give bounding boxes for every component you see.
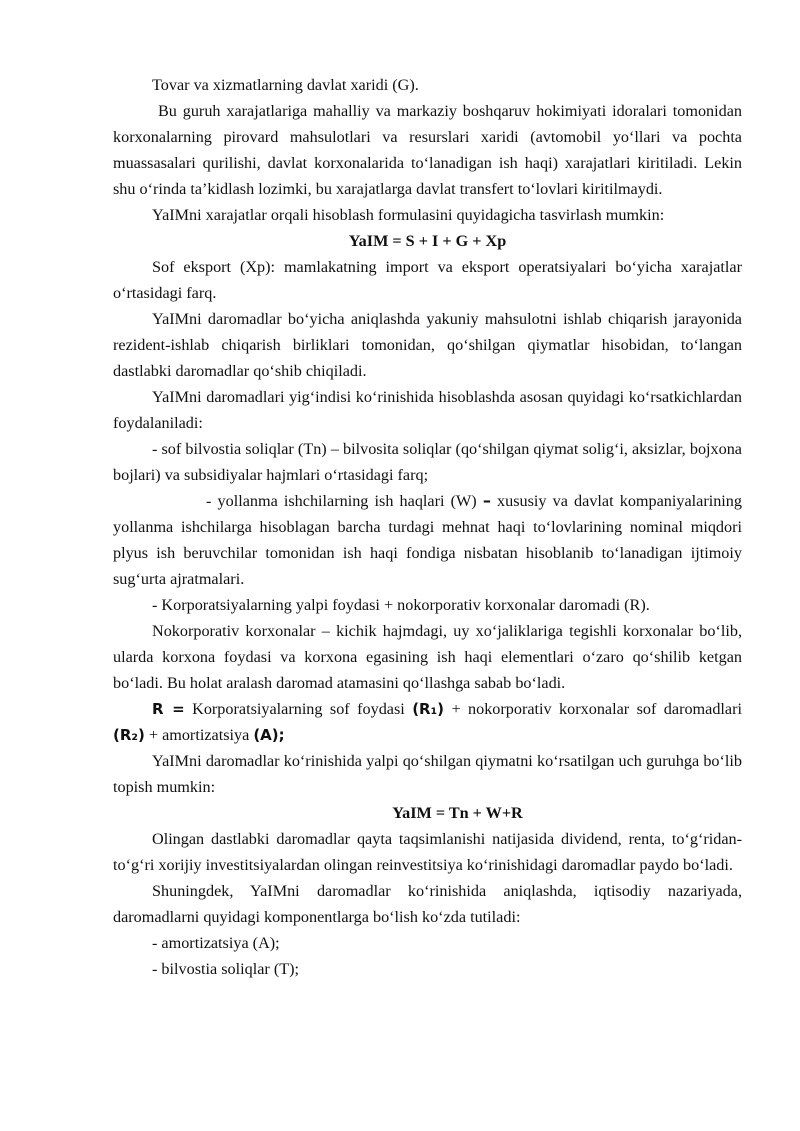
r1-symbol: (R₁) bbox=[412, 700, 445, 718]
r-symbol: R = bbox=[152, 700, 185, 718]
a-symbol: (A); bbox=[253, 726, 285, 744]
formula-income: YaIM = Tn + W+R bbox=[392, 804, 523, 822]
paragraph-formula-intro: YaIMni xarajatlar orqali hisoblash formulasini quyidagicha tasvirlash mumkin: bbox=[152, 206, 665, 224]
list-item-indirect-taxes: - bilvostia soliqlar (T); bbox=[152, 960, 300, 978]
wages-text-b: xususiy va davlat kompaniyalarining yollanma ishchilarga hisoblagan barcha turdagi mehnat haqi to‘lovlarining nominal miqdori plyus ish beruvchilar tomonidan ish haqi fondiga nisbatan hisoblanib to‘lanadigan ijtimoiy sug‘urta ajratmalari. bbox=[113, 492, 742, 588]
formula-expenditure: YaIM = S + I + G + Xp bbox=[348, 232, 507, 250]
r-text-a: Korporatsiyalarning sof foydasi bbox=[184, 700, 413, 718]
paragraph-components-intro: Shuningdek, YaIMni daromadlar ko‘rinishida aniqlashda, iqtisodiy nazariyada, daromadlarni quyidagi komponentlarga bo‘lish ko‘zda tutiladi: bbox=[113, 882, 742, 926]
r-text-b: + nokorporativ korxonalar sof daromadlari bbox=[444, 700, 742, 718]
r-text-c: + amortizatsiya bbox=[144, 726, 254, 744]
paragraph-income-method: YaIMni daromadlar bo‘yicha aniqlashda yakuniy mahsulotni ishlab chiqarish jarayonida rezident-ishlab chiqarish birliklari tomonidan, qo‘shilgan qiymatlar hisobidan, to‘langan dastlabki daromadlar qo‘shib chiqiladi. bbox=[113, 310, 742, 380]
wages-text-a: - yollanma ishchilarning ish haqlari (W) bbox=[206, 492, 483, 510]
paragraph-net-export: Sof eksport (Xp): mamlakatning import va eksport operatsiyalari bo‘yicha xarajatlar o‘rtasidagi farq. bbox=[113, 258, 742, 302]
list-item-corporate-profit: - Korporatsiyalarning yalpi foydasi + nokorporativ korxonalar daromadi (R). bbox=[152, 596, 650, 614]
paragraph-redistribution: Olingan dastlabki daromadlar qayta taqsimlanishi natijasida dividend, renta, to‘g‘ridan-to‘g‘ri xorijiy investitsiyalardan olingan reinvestitsiya ko‘rinishidagi daromadlar paydo bo‘ladi. bbox=[113, 830, 742, 874]
paragraph-gov-expenses-desc: Bu guruh xarajatlariga mahalliy va markaziy boshqaruv hokimiyati idoralari tomonidan korxonalarning pirovard mahsulotlari va resurslari xaridi (avtomobil yo‘llari va pochta muassasalari qurilishi, davlat korxonalarida to‘lanadigan ish haqi) xarajatlari kiritiladi. Lekin shu o‘rinda ta’kidlash lozimki, bu xarajatlarga davlat transfert to‘lovlari kiritilmaydi. bbox=[113, 102, 742, 198]
paragraph-gov-purchases: Tovar va xizmatlarning davlat xaridi (G). bbox=[152, 76, 419, 94]
paragraph-r-formula bbox=[113, 696, 742, 748]
list-item-wages bbox=[113, 488, 742, 592]
document-page bbox=[113, 72, 742, 982]
list-item-amortization: - amortizatsiya (A); bbox=[152, 934, 280, 952]
paragraph-income-indicators: YaIMni daromadlari yig‘indisi ko‘rinishida hisoblashda asosan quyidagi ko‘rsatkichlardan foydalaniladi: bbox=[113, 388, 742, 432]
list-item-net-indirect-taxes: - sof bilvostia soliqlar (Tn) – bilvosita soliqlar (qo‘shilgan qiymat solig‘i, aksizlar, bojxona bojlari) va subsidiyalar hajmlari o‘rtasidagi farq; bbox=[113, 440, 742, 484]
paragraph-three-groups: YaIMni daromadlar ko‘rinishida yalpi qo‘shilgan qiymatni ko‘rsatilgan uch guruhga bo‘lib topish mumkin: bbox=[113, 752, 742, 796]
wages-dash: – bbox=[482, 491, 491, 510]
paragraph-non-corporate: Nokorporativ korxonalar – kichik hajmdagi, uy xo‘jaliklariga tegishli korxonalar bo‘lib, ularda korxona foydasi va korxona egasining ish haqi elementlari o‘zaro qo‘shilib ketgan bo‘ladi. Bu holat aralash daromad atamasini qo‘llashga sabab bo‘ladi. bbox=[113, 622, 742, 692]
r2-symbol: (R₂) bbox=[113, 726, 145, 744]
